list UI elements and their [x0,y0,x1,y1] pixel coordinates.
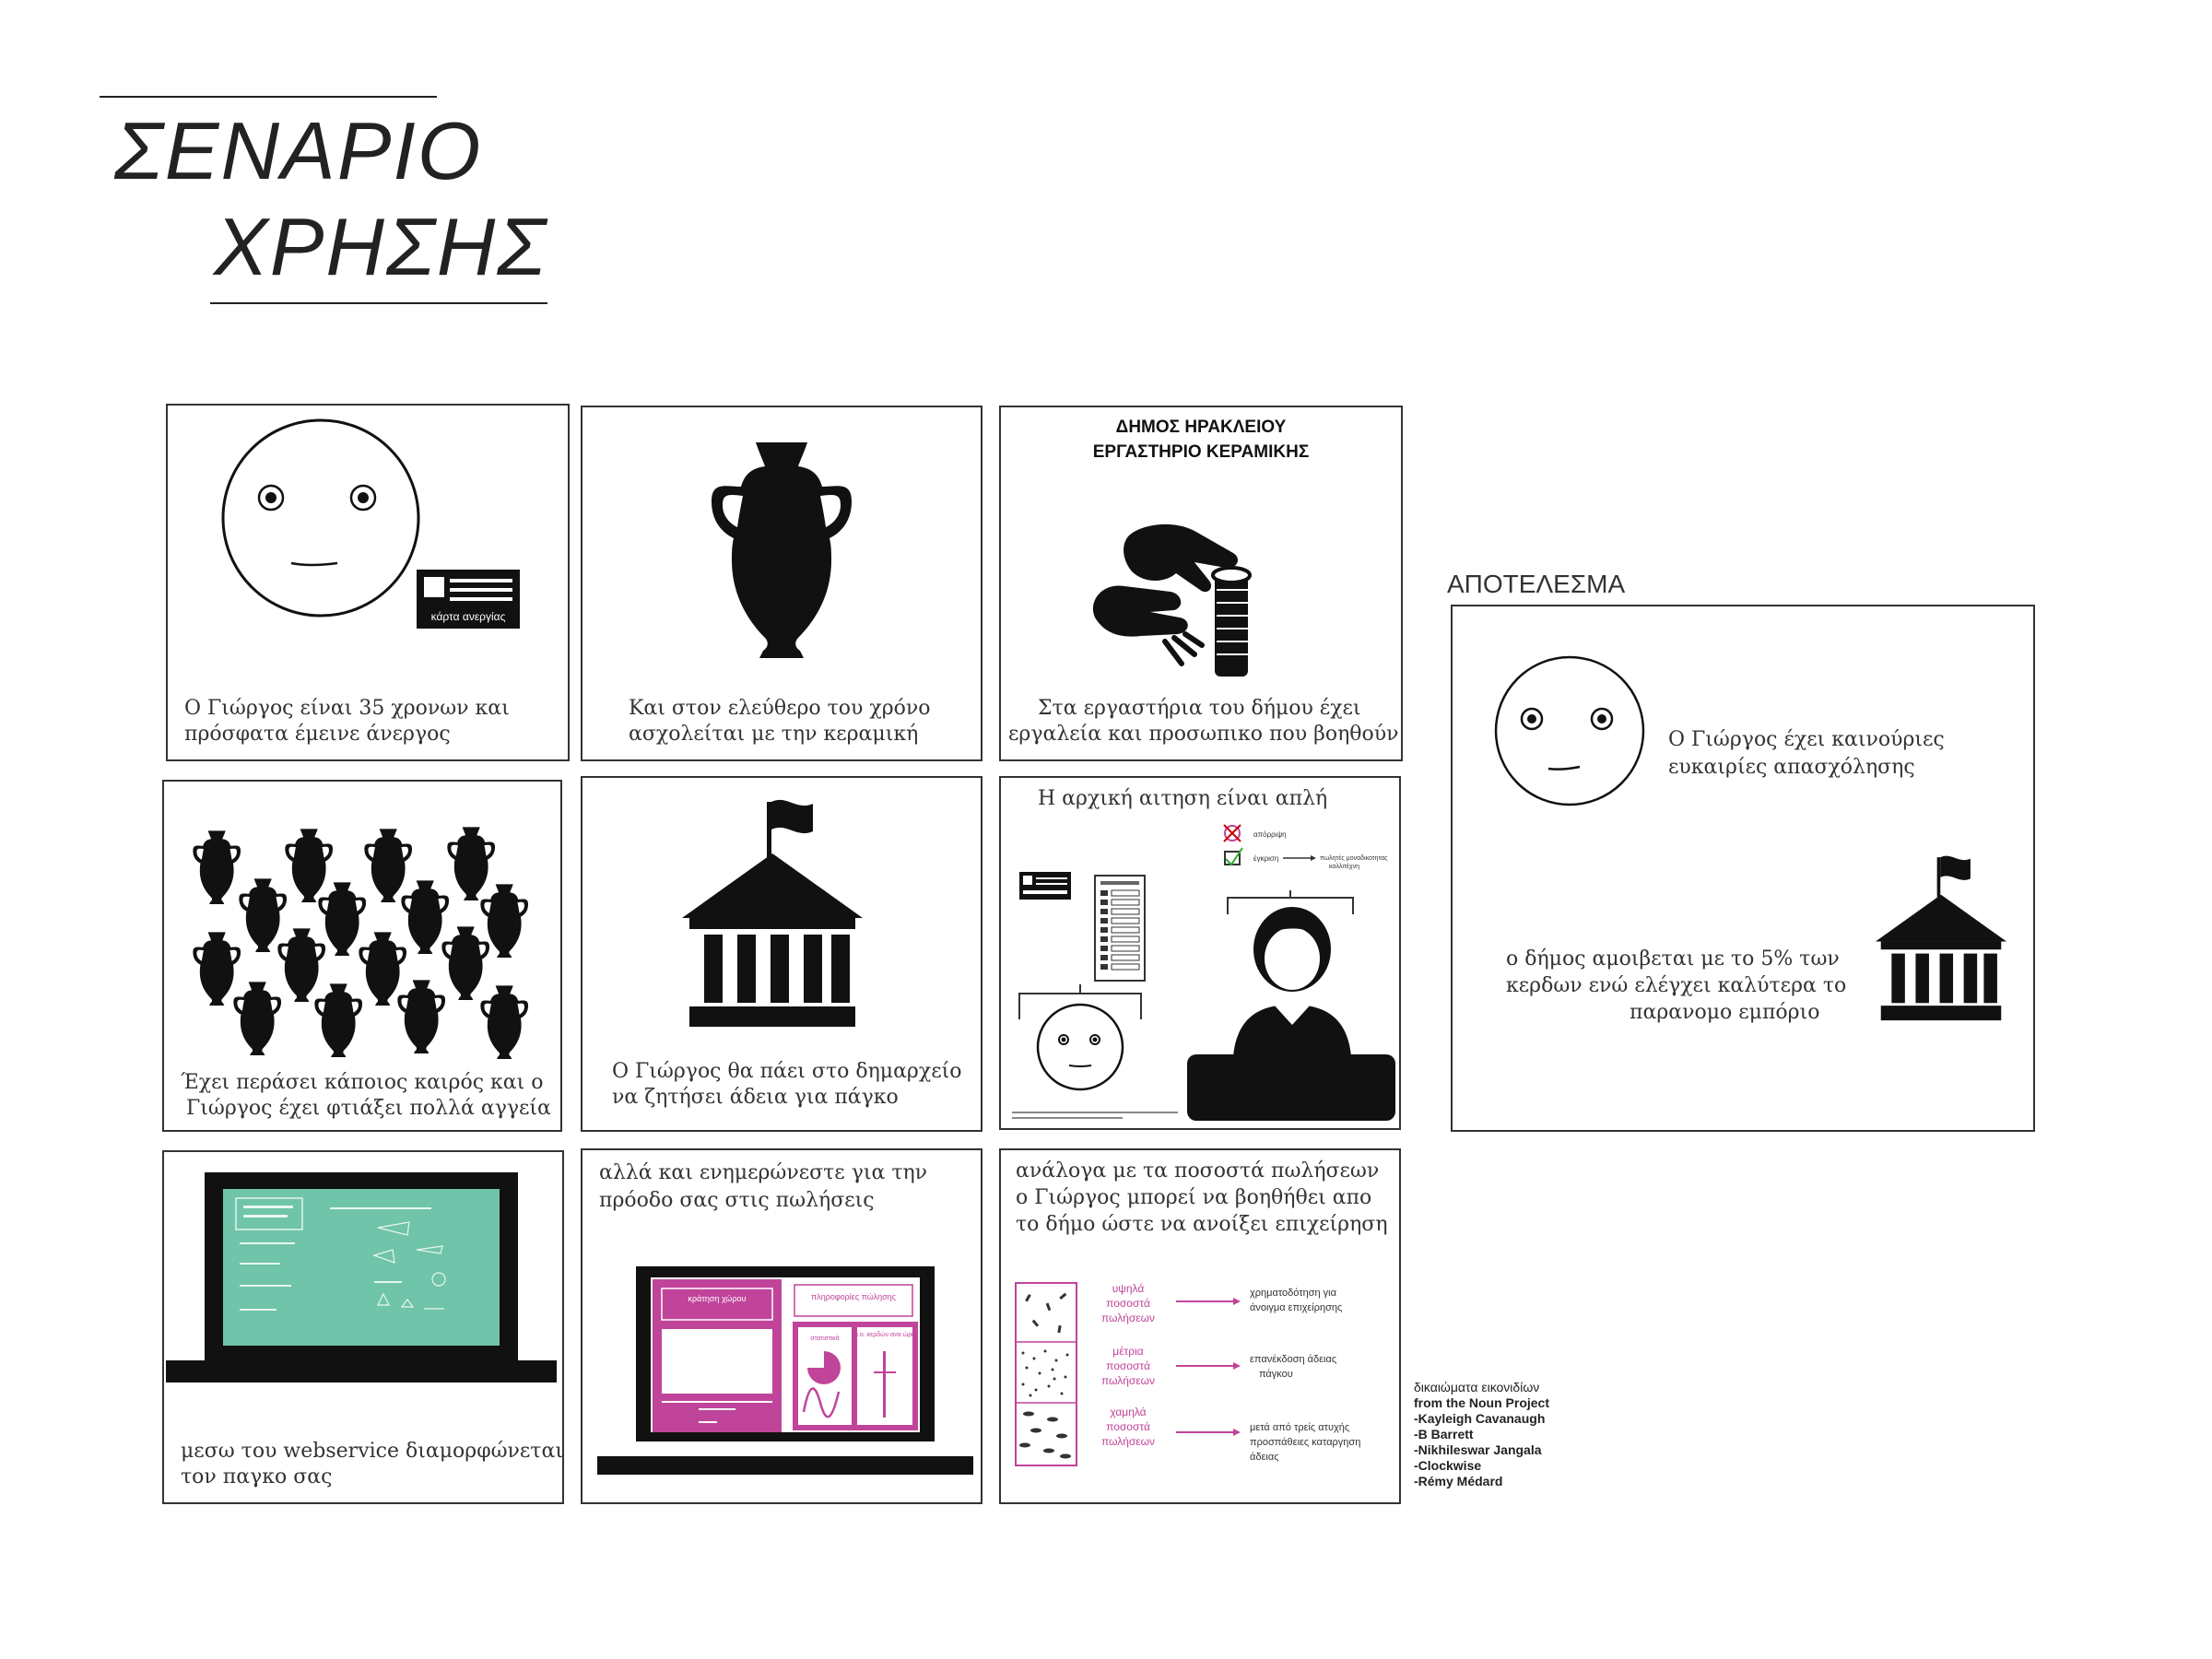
panel-workshop-caption-1: Στα εργαστήρια του δήμου έχει [1038,697,1361,720]
high-sales-label-3: πωλήσεων [1100,1312,1156,1324]
panel-sales-outcomes-caption-2: ο Γιώργος μπορεί να βοηθήθει απο [1016,1186,1372,1209]
laptop-teal-screen-icon [166,1171,560,1395]
title-bottom-rule [210,302,547,304]
credits-line-1: δικαιώματα εικονιδίων [1414,1380,1540,1394]
high-sales-result-2: άνοιγμα επιχείρησης [1250,1302,1343,1313]
card-and-form-icon [1019,872,1145,981]
result-text-opportunities-1: Ο Γιώργος έχει καινούριες [1668,728,1945,751]
result-text-municipality-2: κερδων ενώ ελέγχει καλύτερα το [1506,974,1847,997]
low-sales-result-1: μετά από τρείς ατυχής [1250,1422,1350,1433]
stats-box-label: στατιστικά [810,1335,840,1342]
many-amphoras-icon [192,820,542,1060]
amphora-icon [708,433,855,664]
title-top-rule [100,96,437,98]
panel-sales-progress-caption-1: αλλά και ενημερώνεστε για την [599,1161,928,1184]
accept-result-label-2: καλλιτέχνη [1329,864,1359,870]
credits-line-7: -Rémy Médard [1414,1474,1503,1488]
panel-city-hall-caption-2: να ζητήσει άδεια για πάγκο [612,1086,899,1109]
city-hall-result-icon [1867,848,2015,1023]
panel-pottery-hobby-caption-1: Και στον ελεύθερο του χρόνο [629,697,931,720]
avg-profit-box-label: μ.ο. κερδών ανα ώρα [853,1332,916,1338]
panel-application-caption: Η αρχική αιτηση είναι απλή [1038,787,1328,810]
medium-sales-result-2: πάγκου [1259,1369,1293,1380]
credits-line-2: from the Noun Project [1414,1395,1550,1410]
accept-option-label: έγκριση [1253,854,1279,863]
high-sales-result-1: χρηματοδότηση για [1250,1288,1336,1299]
reject-option-label: απόρριψη [1253,830,1287,839]
panel-webservice-setup-caption-2: τον παγκο σας [181,1465,333,1488]
low-sales-result-2: προσπάθειες καταργηση [1250,1437,1361,1448]
medium-sales-label-3: πωλήσεων [1100,1374,1156,1387]
unemployment-card-icon [417,570,520,629]
panel-sales-progress-caption-2: πρόοδο σας στις πωλήσεις [599,1189,875,1212]
result-text-opportunities-2: ευκαιρίες απασχόλησης [1668,756,1915,779]
face-neutral-result-icon [1493,654,1646,807]
laptop-magenta-screen-icon [597,1263,975,1478]
applicant-face-icon [1038,1005,1123,1089]
application-flow-diagram [1006,811,1397,1124]
medium-sales-label-1: μέτρια [1112,1345,1144,1358]
workshop-heading-1: ΔΗΜΟΣ ΗΡΑΚΛΕΙΟΥ [1115,418,1287,437]
credits-line-6: -Clockwise [1414,1458,1482,1473]
low-sales-label-1: χαμηλά [1110,1406,1147,1418]
panel-unemployed-caption-2: πρόσφατα έμεινε άνεργος [184,723,451,746]
credits-line-3: -Kayleigh Cavanaugh [1414,1411,1546,1426]
title-line-2: ΧΡΗΣΗΣ [214,201,548,292]
low-sales-label-2: ποσοστά [1106,1420,1150,1433]
medium-sales-label-2: ποσοστά [1106,1359,1150,1372]
official-person-icon [1187,907,1395,1121]
panel-many-vases-caption-2: Γιώργος έχει φτιάξει πολλά αγγεία [186,1097,551,1120]
panel-unemployed-caption-1: Ο Γιώργος είναι 35 χρονων και [184,697,510,720]
sales-outcomes-diagram [1008,1276,1401,1471]
sales-info-box-label: πληροφορίες πώλησης [811,1292,896,1301]
result-text-municipality-3: παρανομο εμπόριο [1630,1001,1820,1024]
panel-webservice-setup-caption-1: μεσω του webservice διαμορφώνεται [181,1440,563,1463]
medium-sales-result-1: επανέκδοση άδειας [1250,1354,1337,1365]
accept-result-label-1: πωλητές μοναδικοτητας [1320,855,1388,862]
credits-line-4: -B Barrett [1414,1427,1474,1441]
face-neutral-icon [219,417,422,619]
low-sales-result-3: άδειας [1250,1452,1279,1463]
panel-pottery-hobby-caption-2: ασχολείται με την κεραμική [629,723,919,746]
panel-workshop-caption-2: εργαλεία και προσωπικο που βοηθούν [1008,723,1399,746]
low-sales-label-3: πωλήσεων [1100,1435,1156,1448]
city-hall-icon [671,789,874,1030]
panel-sales-outcomes-caption-3: το δήμο ώστε να ανοίξει επιχείρηση [1016,1213,1388,1236]
booking-box-label: κράτηση χώρου [688,1294,747,1303]
icon-credits [1414,1380,1549,1489]
hands-shaping-clay-icon [1086,516,1270,688]
title-line-1: ΣΕΝΑΡΙΟ [114,105,483,196]
credits-line-5: -Nikhileswar Jangala [1414,1442,1542,1457]
panel-many-vases-caption-1: Έχει περάσει κάποιος καιρός και ο [181,1071,544,1094]
result-text-municipality-1: ο δήμος αμοιβεται με το 5% των [1506,947,1840,971]
unemployment-card-label: κάρτα ανεργίας [430,610,506,623]
high-sales-label-1: υψηλά [1112,1282,1145,1295]
panel-city-hall-caption-1: Ο Γιώργος θα πάει στο δημαρχείο [612,1060,962,1083]
high-sales-label-2: ποσοστά [1106,1297,1150,1310]
result-label: ΑΠΟΤΕΛΕΣΜΑ [1447,570,1626,598]
workshop-heading-2: ΕΡΓΑΣΤΗΡΙΟ ΚΕΡΑΜΙΚΗΣ [1092,442,1310,462]
panel-sales-outcomes-caption-1: ανάλογα με τα ποσοστά πωλήσεων [1016,1159,1380,1182]
